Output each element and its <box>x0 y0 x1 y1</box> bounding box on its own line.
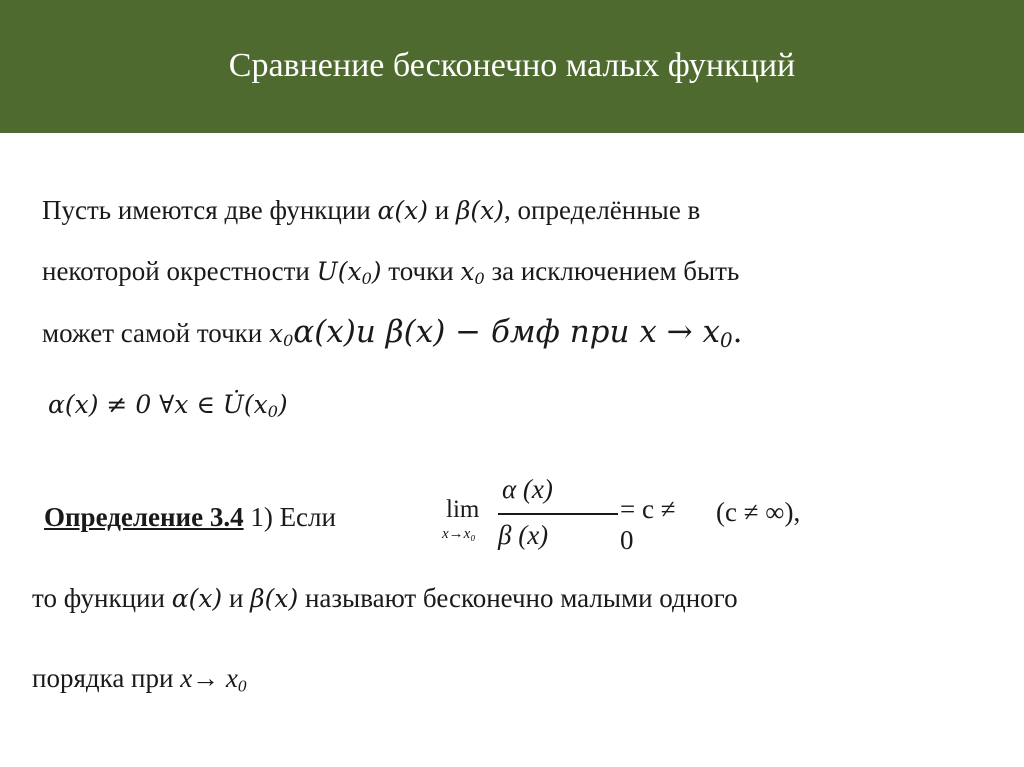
fraction-denominator: β (x) <box>498 520 549 550</box>
x-var: x <box>268 319 284 348</box>
definition-label: Определение 3.4 <box>44 502 244 532</box>
subscript-zero: 0 <box>361 269 372 288</box>
subscript-zero: 0 <box>720 328 733 352</box>
fraction-bar <box>498 513 618 515</box>
line2-text-c: за исключением быть <box>484 256 740 286</box>
fraction-numerator: α (x) <box>502 474 553 504</box>
condition-text: α(x) ≠ 0 ∀x ∈ U̇(x <box>48 390 268 419</box>
subscript-zero: 0 <box>237 676 247 696</box>
lim-word: lim <box>446 496 480 523</box>
bmf-formula-text: α(x)и β(x) − бмф при x → x <box>293 314 720 350</box>
period: . <box>732 314 743 350</box>
definition-text: 1) Если <box>243 502 336 532</box>
point-x0 <box>460 257 484 286</box>
def-line2-text-b: называют бесконечно малыми одного <box>298 583 738 613</box>
text-line-3 <box>42 314 742 352</box>
neighborhood-U <box>317 257 382 286</box>
subscript-zero: 0 <box>474 269 485 288</box>
infinity-condition: (c ≠ ∞), <box>716 497 801 527</box>
def-line2-text-a: то функции <box>32 583 172 613</box>
close-paren: ) <box>277 390 288 419</box>
x-to-x0-text: x→ x <box>180 663 238 693</box>
x-var: x <box>460 257 475 286</box>
line2-text-a: некоторой окрестности <box>42 256 317 286</box>
line2-text-b: точки <box>381 256 461 286</box>
alpha-of-x: α(x) <box>171 584 223 613</box>
def-line3-text: порядка при <box>32 663 181 693</box>
text-line-2 <box>42 253 739 290</box>
point-x0 <box>269 319 293 348</box>
line1-text-b: , определённые в <box>504 195 701 225</box>
title-bar <box>0 0 1024 133</box>
nonzero-condition <box>48 390 288 419</box>
bmf-formula <box>293 314 742 350</box>
lim-subscript: x→x₀ <box>442 526 476 542</box>
close-paren: ) <box>371 257 382 286</box>
definition-line-3 <box>32 660 247 696</box>
alpha-of-x: α(x) <box>377 196 429 225</box>
x-to-x0 <box>180 663 247 696</box>
line1-text-a: Пусть имеются две функции <box>42 195 378 225</box>
definition-line-2 <box>32 580 738 617</box>
limit-rhs: = c ≠ 0 <box>620 494 676 555</box>
and-word: и <box>428 195 456 225</box>
definition-line <box>44 499 336 535</box>
limit-formula <box>440 474 690 558</box>
subscript-zero: 0 <box>283 331 294 350</box>
beta-of-x: β(x) <box>455 196 505 225</box>
text-line-1 <box>42 192 700 229</box>
subscript-zero: 0 <box>267 402 278 421</box>
beta-of-x: β(x) <box>250 584 299 613</box>
neighborhood-U-text: U(x <box>316 257 362 286</box>
and-word: и <box>222 583 251 613</box>
line3-text-a: может самой точки <box>42 318 269 348</box>
condition-line <box>48 386 288 423</box>
slide-title: Сравнение бесконечно малых функций <box>228 47 796 84</box>
